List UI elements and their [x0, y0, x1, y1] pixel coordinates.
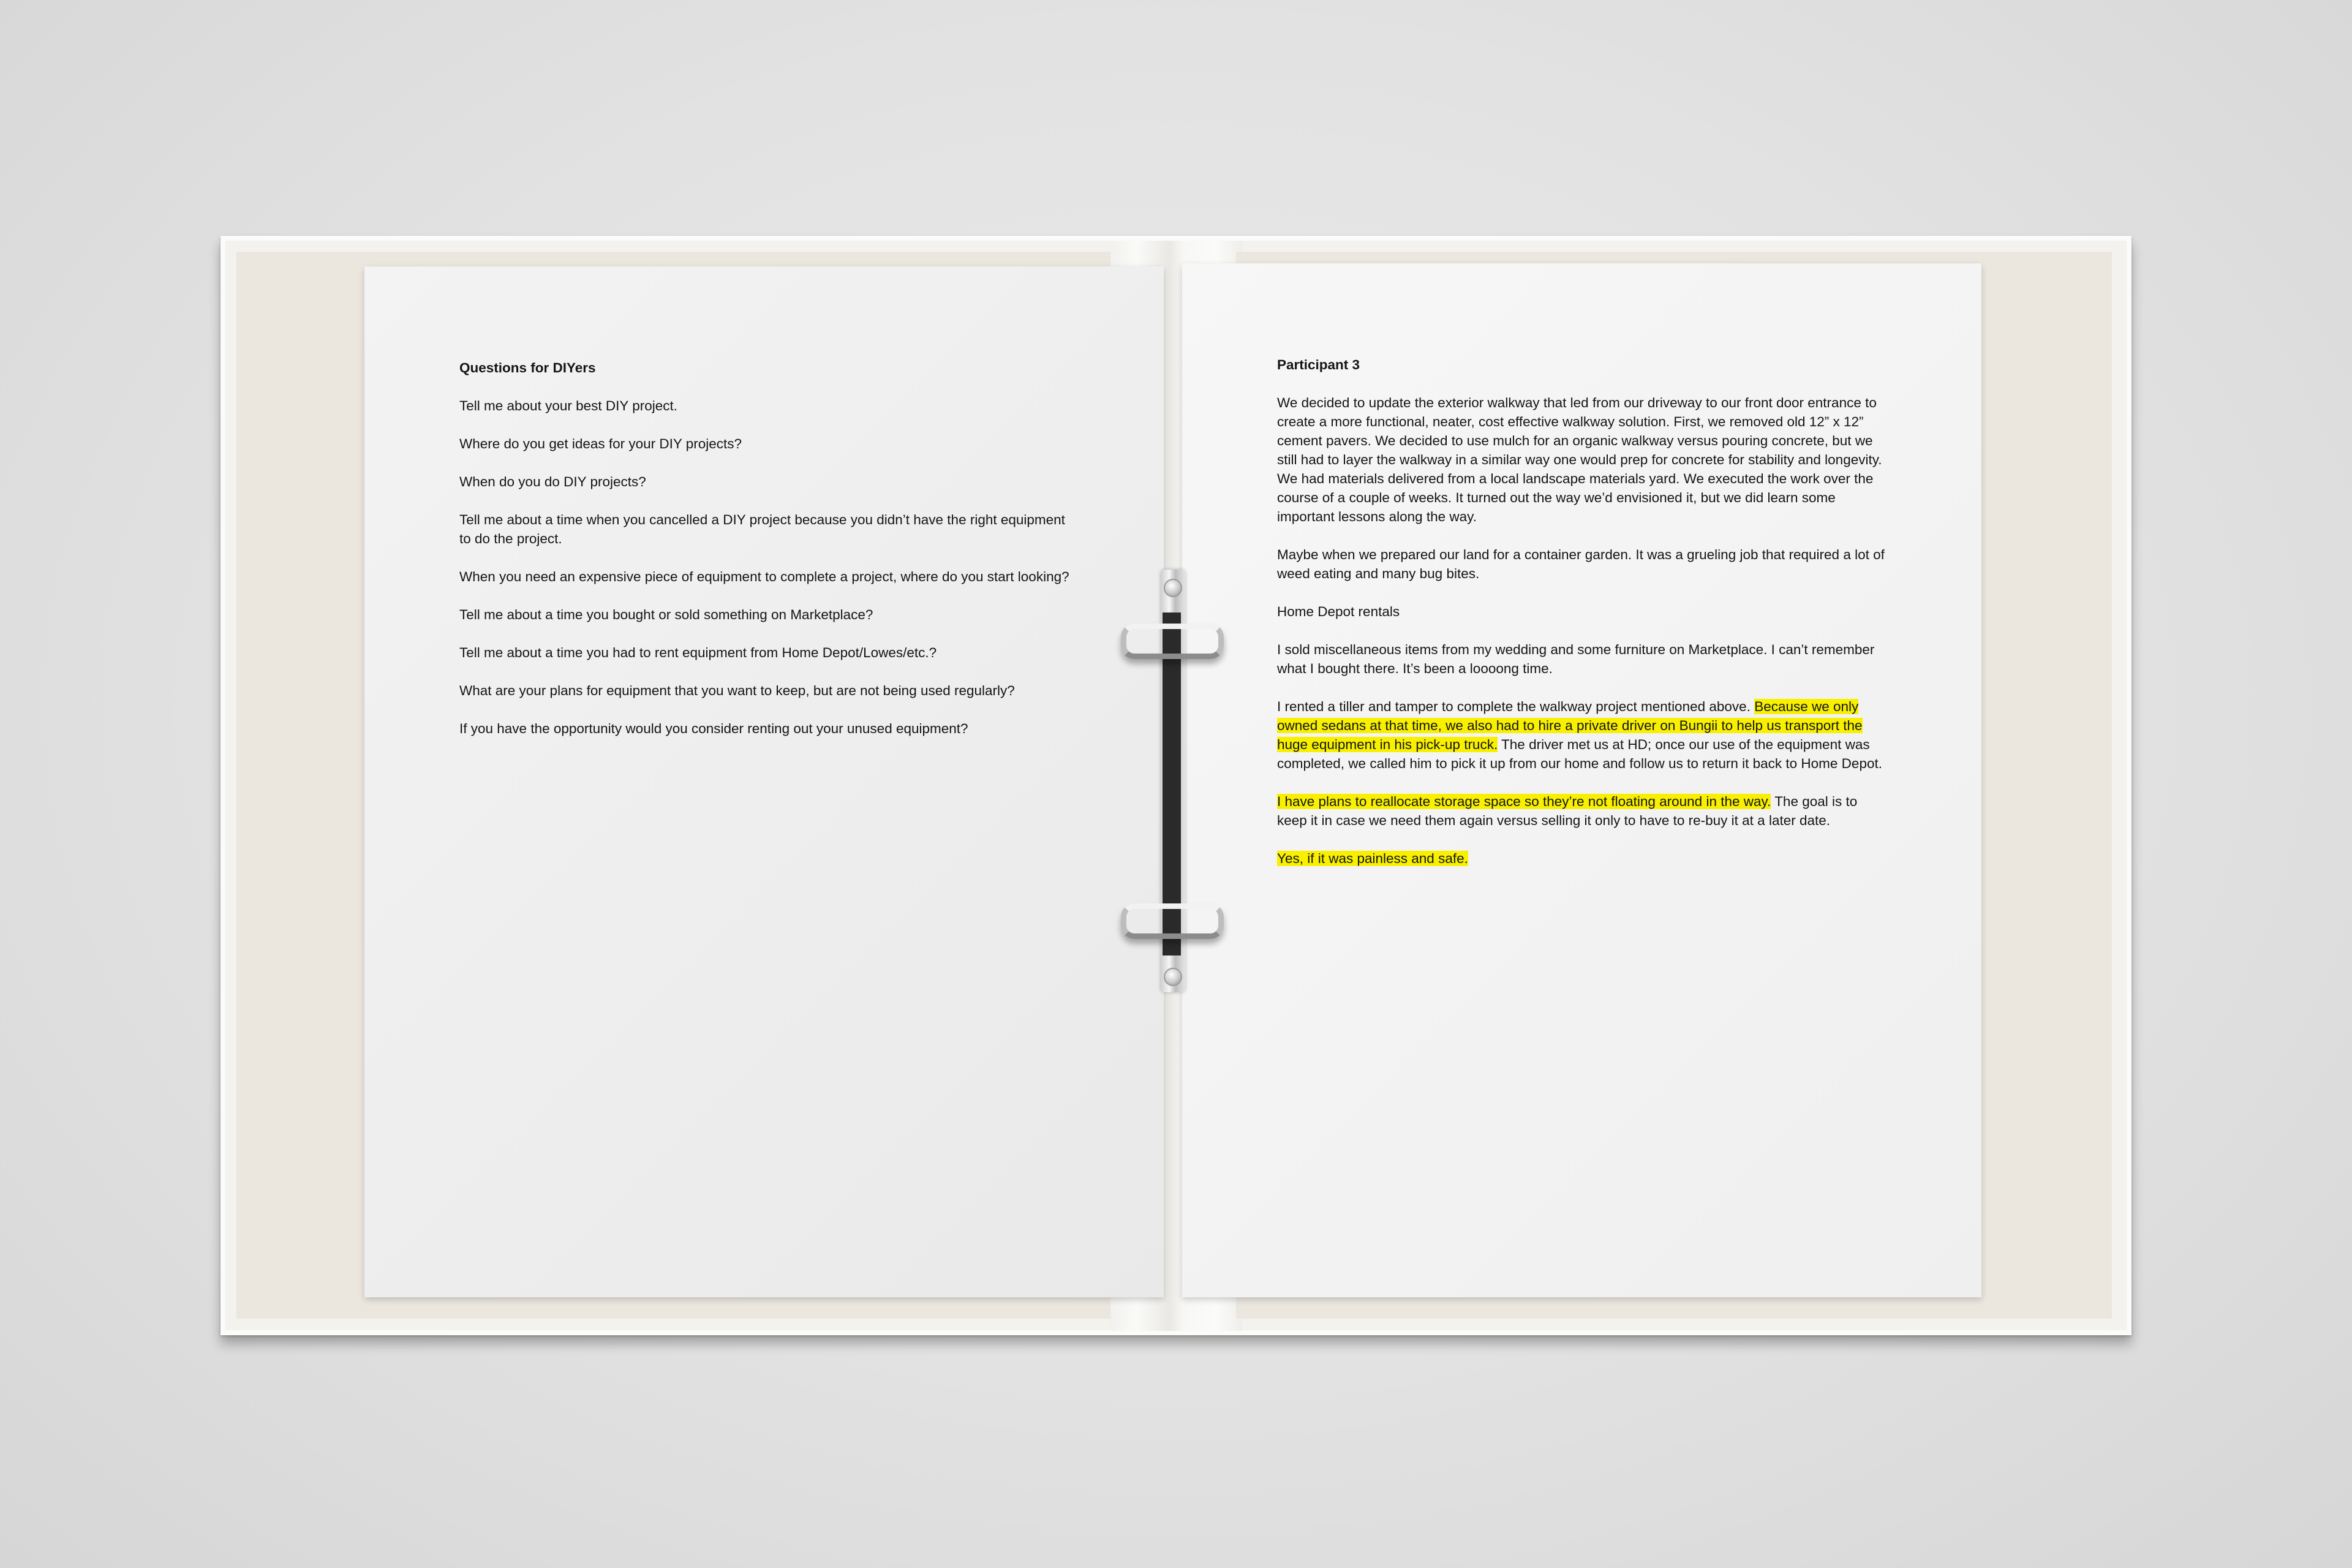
- question-item: What are your plans for equipment that you want to keep, but are not being used regularly?: [459, 683, 1015, 698]
- answer-text: I rented a tiller and tamper to complete the walkway project mentioned above.: [1277, 699, 1755, 714]
- questions-title: Questions for DIYers: [459, 360, 596, 375]
- right-page: [1182, 263, 1981, 1297]
- highlighted-text: I have plans to reallocate storage space so they’re not floating around in the way.: [1277, 794, 1771, 809]
- participant-title: Participant 3: [1277, 357, 1360, 372]
- left-page: [364, 266, 1164, 1297]
- highlighted-text: Yes, if it was painless and safe.: [1277, 851, 1468, 866]
- question-item: When do you do DIY projects?: [459, 474, 646, 489]
- answer-text: The driver met us at HD; once our use of the equipment was completed, we called him to pick it up from our home and follow us to return it back to Home Depot.: [1277, 737, 1882, 771]
- answer-paragraph: I sold miscellaneous items from my wedding and some furniture on Marketplace. I can’t remember what I bought there. It’s been a loooong time.: [1277, 642, 1875, 676]
- answers-text: [1277, 355, 1890, 887]
- questions-text: [459, 358, 1072, 757]
- answer-paragraph: Maybe when we prepared our land for a container garden. It was a grueling job that required a lot of weed eating and many bug bites.: [1277, 547, 1885, 581]
- answer-paragraph: Home Depot rentals: [1277, 604, 1400, 619]
- question-item: Tell me about a time when you cancelled a DIY project because you didn’t have the right equipment to do the project.: [459, 512, 1065, 546]
- binder-ring-bottom[interactable]: [1121, 903, 1224, 939]
- answer-text: The goal is to keep it in case we need them again versus selling it only to have to re-buy it at a later date.: [1277, 794, 1858, 828]
- binder-ring-top[interactable]: [1121, 624, 1224, 659]
- rivet-top: [1164, 579, 1182, 597]
- question-item: Tell me about a time you had to rent equipment from Home Depot/Lowes/etc.?: [459, 645, 937, 660]
- question-item: When you need an expensive piece of equipment to complete a project, where do you start looking?: [459, 569, 1069, 584]
- answer-paragraph: [1277, 849, 1890, 868]
- answer-paragraph: [1277, 697, 1890, 773]
- answer-paragraph: [1277, 792, 1890, 830]
- answer-paragraph: We decided to update the exterior walkway that led from our driveway to our front door entrance to create a more functional, neater, cost effective walkway solution. First, we removed old 12” x 12” cement pavers. We decided to use mulch for an organic walkway versus pouring concrete, but we still had to layer the walkway in a similar way one would prep for concrete for stability and longevity. We had materials delivered from a local landscape materials yard. We executed the work over the course of a couple of weeks. It turned out the way we’d envisioned it, but we did learn some important lessons along the way.: [1277, 395, 1882, 524]
- rivet-bottom: [1164, 968, 1182, 986]
- question-item: Where do you get ideas for your DIY projects?: [459, 436, 742, 451]
- question-item: Tell me about your best DIY project.: [459, 398, 678, 413]
- question-item: Tell me about a time you bought or sold something on Marketplace?: [459, 607, 873, 622]
- question-item: If you have the opportunity would you consider renting out your unused equipment?: [459, 721, 968, 736]
- highlighted-text: Because we only owned sedans at that time, we also had to hire a private driver on Bungii to help us transport the huge equipment in his pick-up truck.: [1277, 699, 1863, 752]
